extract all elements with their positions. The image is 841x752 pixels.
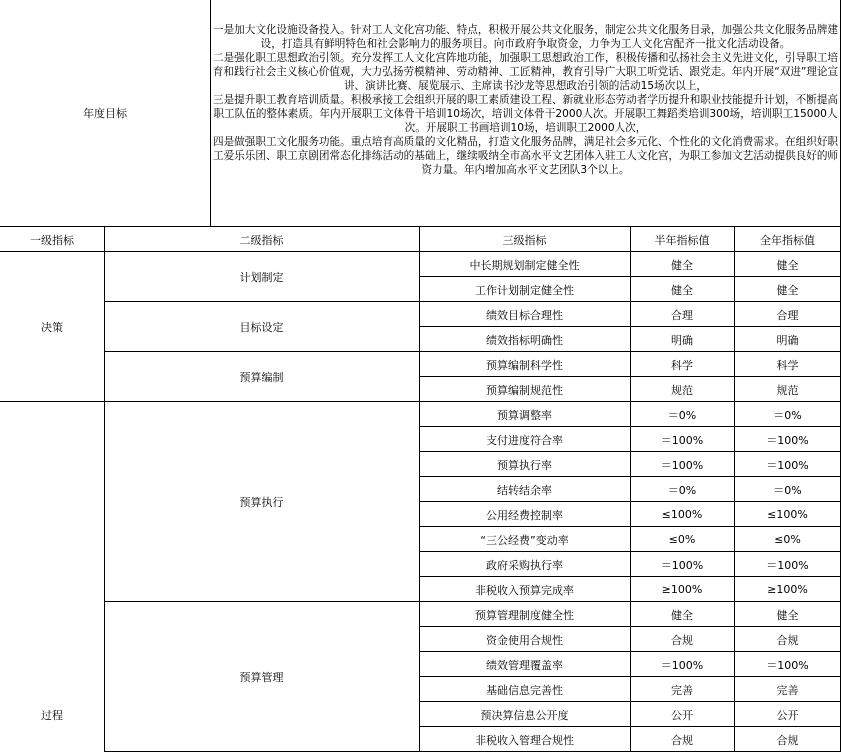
grid-line bbox=[0, 226, 841, 227]
grid-line bbox=[419, 526, 840, 527]
grid-line bbox=[419, 476, 840, 477]
annual-goal-text bbox=[211, 23, 840, 177]
goal-paragraph-2: 二是强化职工思想政治引领。充分发挥工人文化宫阵地功能，加强职工思想政治工作，积极传播和弘扬社会主义先进文化，引导职工培育和践行社会主义核心价值观，大力弘扬劳模精神、劳动精神、工匠精神，教育引导广大职工听党话、跟党走。年内开展“双进”理论宣讲、演讲比赛、展览展示、主席读书沙龙等思想政治引领的活动15场次以上， bbox=[212, 52, 839, 92]
grid-line bbox=[210, 0, 211, 227]
full-year-value: 健全 bbox=[776, 608, 799, 622]
grid-line bbox=[419, 701, 840, 702]
indicator-name: 预算编制科学性 bbox=[486, 358, 563, 372]
half-year-value: ＝0% bbox=[667, 483, 697, 497]
full-year-value: 公开 bbox=[776, 708, 799, 722]
grid-line bbox=[419, 401, 840, 402]
goal-paragraph-4: 四是做强职工文化服务功能。重点培育高质量的文化精品，打造文化服务品牌，满足社会多元化、个性化的文化消费需求。在组织好职工爱乐乐团、职工京剧团常态化排练活动的基础上，继续吸纳全市高水平文艺团体入驻工人文化宫，为职工参加文艺活动提供良好的师资力量。年内增加高水平文艺团队3个以上。 bbox=[212, 136, 839, 176]
half-year-value: 健全 bbox=[671, 608, 693, 622]
header-level1: 一级指标 bbox=[30, 233, 74, 247]
grid-line bbox=[630, 227, 631, 752]
goal-paragraph-3: 三是提升职工教育培训质量。积极承接工会组织开展的职工素质建设工程、新就业形态劳动者学历提升和职业技能提升计划，不断提高职工队伍的整体素质。年内开展职工文体骨干培训10场次，培训文体骨干2000人次。开展职工舞蹈类培训300场，培训职工15000人次。开展职工书画培训10场，培训职工2000人次， bbox=[212, 94, 839, 134]
indicator-name: 预算执行率 bbox=[497, 458, 552, 472]
full-year-value: 合规 bbox=[776, 633, 799, 647]
half-year-value: 合规 bbox=[671, 633, 693, 647]
half-year-value: 合理 bbox=[671, 308, 693, 322]
full-year-value: 规范 bbox=[776, 383, 799, 397]
indicator-name: 中长期规划制定健全性 bbox=[469, 258, 580, 272]
indicator-name: 非税收入管理合规性 bbox=[475, 733, 574, 747]
grid-line bbox=[419, 451, 840, 452]
annual-goal-label: 年度目标 bbox=[83, 107, 127, 120]
grid-line bbox=[419, 576, 840, 577]
full-year-value: 健全 bbox=[776, 283, 799, 297]
half-year-value: 合规 bbox=[671, 733, 693, 747]
grid-line bbox=[419, 351, 840, 352]
full-year-value: ＝0% bbox=[773, 408, 802, 422]
indicator-name: 预算编制规范性 bbox=[486, 383, 563, 397]
half-year-value: ＝100% bbox=[660, 658, 704, 672]
half-year-value: ＝100% bbox=[660, 458, 704, 472]
grid-line bbox=[104, 401, 419, 402]
grid-line bbox=[0, 251, 841, 252]
grid-line bbox=[104, 601, 419, 602]
half-year-value: 完善 bbox=[671, 683, 693, 697]
level2-budget-prep: 预算编制 bbox=[239, 371, 284, 384]
indicator-name: 支付进度符合率 bbox=[486, 433, 563, 447]
half-year-value: 健全 bbox=[671, 283, 693, 297]
grid-line bbox=[104, 227, 105, 752]
indicator-name: 预算调整率 bbox=[497, 408, 552, 422]
grid-line bbox=[419, 601, 840, 602]
level2-budget-exec: 预算执行 bbox=[239, 496, 284, 509]
grid-line bbox=[419, 227, 420, 752]
grid-line bbox=[419, 276, 840, 277]
half-year-value: ≥100% bbox=[661, 583, 703, 596]
grid-line bbox=[419, 676, 840, 677]
grid-line bbox=[419, 626, 840, 627]
header-level2: 二级指标 bbox=[239, 233, 284, 247]
level1-decision: 决策 bbox=[41, 321, 63, 334]
grid-line bbox=[734, 227, 735, 752]
grid-line bbox=[419, 301, 840, 302]
grid-line bbox=[419, 326, 840, 327]
grid-line bbox=[419, 726, 840, 727]
level2-budget-mgmt: 预算管理 bbox=[239, 671, 284, 684]
half-year-value: ＝100% bbox=[660, 433, 704, 447]
indicator-name: 公用经费控制率 bbox=[486, 508, 563, 522]
level2-goal-setting: 目标设定 bbox=[239, 321, 284, 334]
full-year-value: ＝100% bbox=[766, 433, 809, 447]
grid-line bbox=[104, 301, 419, 302]
full-year-value: ＝100% bbox=[766, 558, 809, 572]
half-year-value: ＝0% bbox=[667, 408, 697, 422]
full-year-value: ＝0% bbox=[773, 483, 802, 497]
half-year-value: 科学 bbox=[671, 358, 693, 372]
grid-line bbox=[419, 651, 840, 652]
grid-line bbox=[419, 501, 840, 502]
indicator-name: 结转结余率 bbox=[497, 483, 552, 497]
level2-plan: 计划制定 bbox=[239, 271, 284, 284]
half-year-value: 健全 bbox=[671, 258, 693, 272]
full-year-value: 明确 bbox=[776, 333, 799, 347]
full-year-value: 合规 bbox=[776, 733, 799, 747]
half-year-value: 公开 bbox=[671, 708, 693, 722]
header-level3: 三级指标 bbox=[502, 233, 547, 247]
half-year-value: ≤100% bbox=[661, 508, 703, 521]
full-year-value: ≤100% bbox=[767, 508, 808, 521]
full-year-value: ≥100% bbox=[767, 583, 808, 596]
full-year-value: ＝100% bbox=[766, 458, 809, 472]
half-year-value: 明确 bbox=[671, 333, 693, 347]
half-year-value: ＝100% bbox=[660, 558, 704, 572]
grid-line bbox=[419, 376, 840, 377]
indicator-name: 资金使用合规性 bbox=[486, 633, 563, 647]
indicator-name: 工作计划制定健全性 bbox=[475, 283, 574, 297]
indicator-name: 绩效目标合理性 bbox=[486, 308, 563, 322]
indicator-name: 预算管理制度健全性 bbox=[475, 608, 574, 622]
indicator-name: 绩效管理覆盖率 bbox=[486, 658, 563, 672]
grid-line bbox=[0, 401, 104, 402]
level1-process: 过程 bbox=[41, 709, 63, 722]
full-year-value: 完善 bbox=[776, 683, 799, 697]
half-year-value: 规范 bbox=[671, 383, 693, 397]
indicator-name: 基础信息完善性 bbox=[486, 683, 563, 697]
full-year-value: ＝100% bbox=[766, 658, 809, 672]
grid-line bbox=[104, 351, 419, 352]
full-year-value: 健全 bbox=[776, 258, 799, 272]
header-half-year: 半年指标值 bbox=[654, 233, 710, 247]
goal-paragraph-1: 一是加大文化设施设备投入。针对工人文化宫功能、特点，积极开展公共文化服务，制定公共文化服务目录，加强公共文化服务品牌建设，打造具有鲜明特色和社会影响力的服务项目。向市政府争取资金，力争为工人文化宫配齐一批文化活动设备。 bbox=[212, 24, 839, 50]
half-year-value: ≤0% bbox=[668, 533, 696, 546]
full-year-value: 科学 bbox=[776, 358, 799, 372]
grid-line bbox=[419, 426, 840, 427]
indicator-name: “三公经费”变动率 bbox=[480, 533, 569, 547]
indicator-name: 政府采购执行率 bbox=[486, 558, 563, 572]
grid-line bbox=[419, 551, 840, 552]
full-year-value: 合理 bbox=[776, 308, 799, 322]
indicator-name: 非税收入预算完成率 bbox=[475, 583, 574, 597]
indicator-name: 绩效指标明确性 bbox=[486, 333, 563, 347]
full-year-value: ≤0% bbox=[774, 533, 801, 546]
header-full-year: 全年指标值 bbox=[760, 233, 815, 247]
indicator-name: 预决算信息公开度 bbox=[480, 708, 569, 722]
